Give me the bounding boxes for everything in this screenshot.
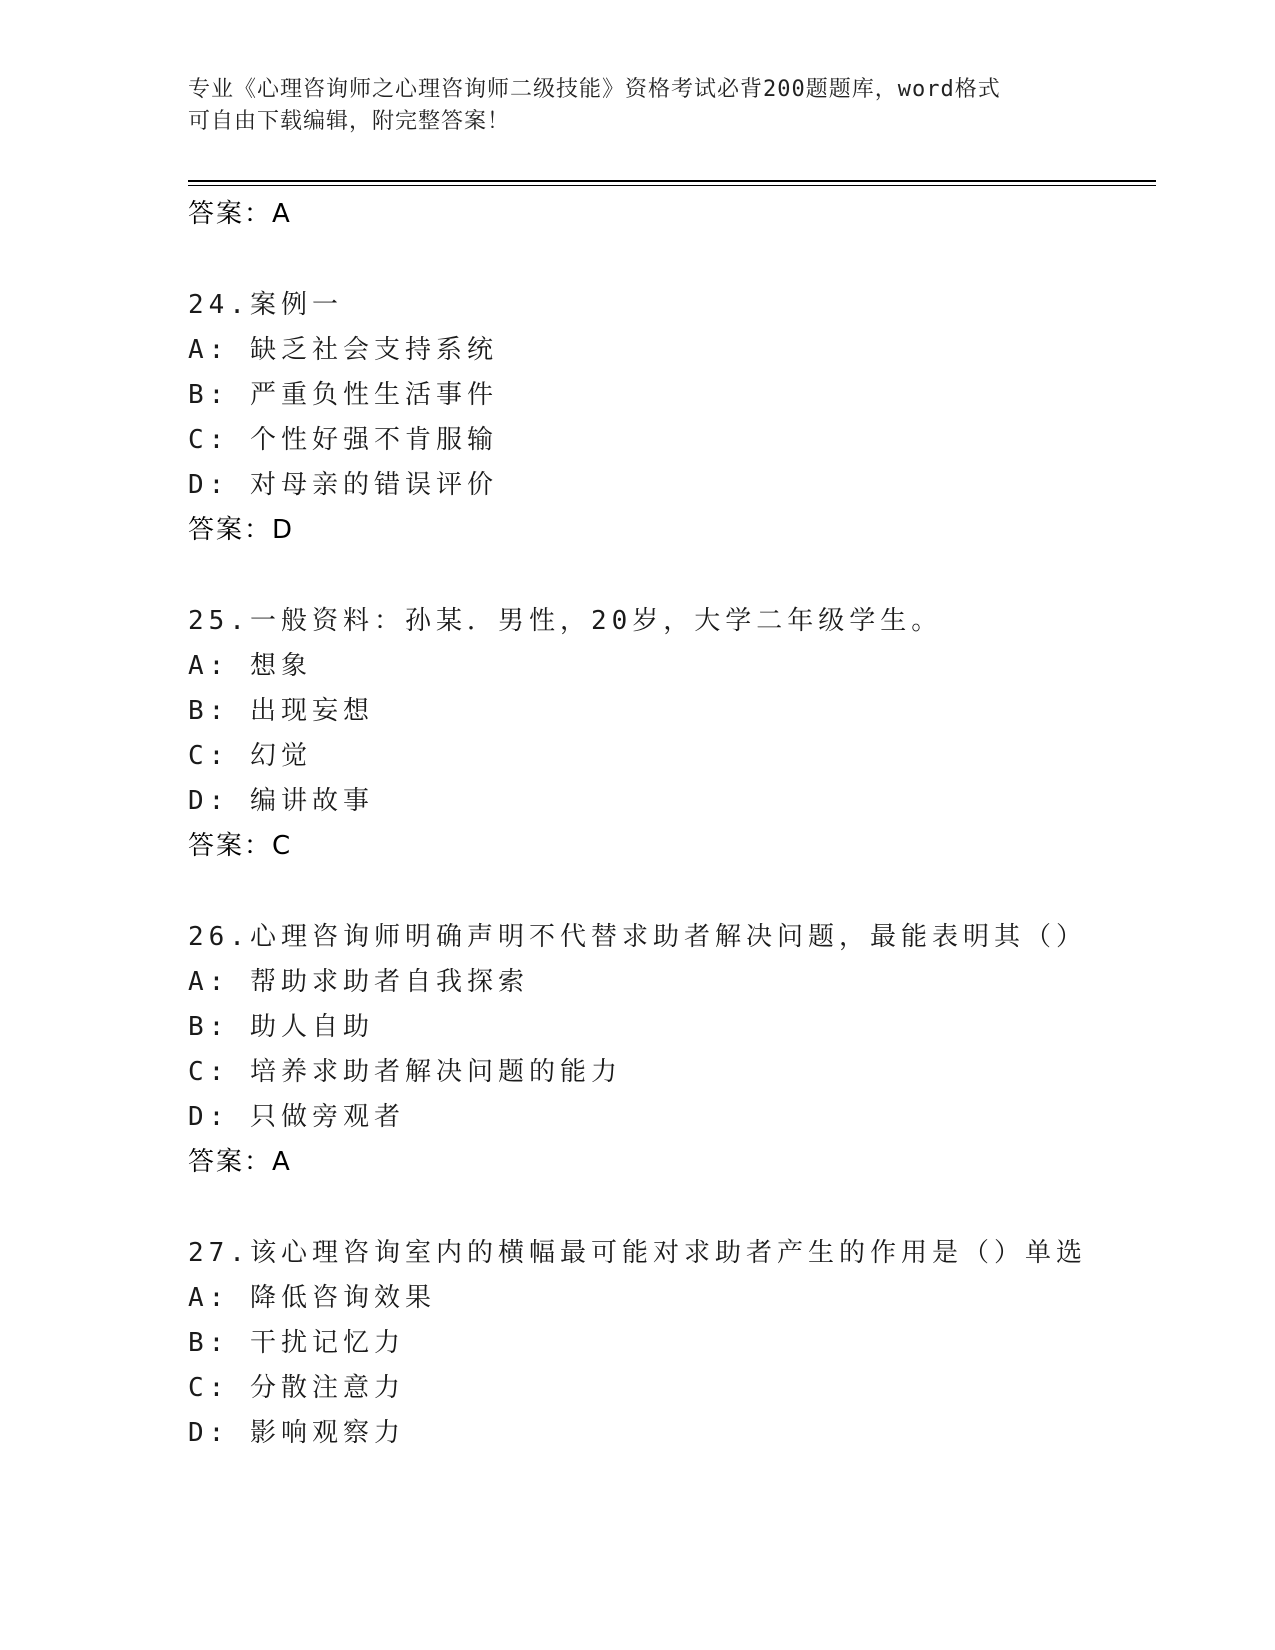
question-text: 24.案例一 (188, 290, 343, 320)
question-text: 27.该心理咨询室内的横幅最可能对求助者产生的作用是（）单选 (188, 1238, 1087, 1268)
option-a: A: 缺乏社会支持系统 (188, 335, 498, 365)
option-a: A: 降低咨询效果 (188, 1283, 436, 1313)
header-rule-thin (188, 185, 1156, 186)
question-24 (188, 282, 1148, 552)
option-a: A: 帮助求助者自我探索 (188, 967, 529, 997)
question-26 (188, 914, 1148, 1184)
option-c: C: 培养求助者解决问题的能力 (188, 1057, 622, 1087)
option-c: C: 幻觉 (188, 741, 312, 771)
option-d: D: 影响观察力 (188, 1418, 405, 1448)
option-d: D: 编讲故事 (188, 786, 374, 816)
answer-line: 答案：A (188, 1147, 292, 1177)
option-b: B: 出现妄想 (188, 696, 374, 726)
question-text: 26.心理咨询师明确声明不代替求助者解决问题，最能表明其（） (188, 922, 1087, 952)
question-25 (188, 598, 1148, 868)
option-c: C: 个性好强不肯服输 (188, 425, 498, 455)
document-header (188, 74, 1088, 138)
option-d: D: 对母亲的错误评价 (188, 470, 498, 500)
question-list (188, 192, 1148, 1456)
option-d: D: 只做旁观者 (188, 1102, 405, 1132)
answer-line: 答案：C (188, 831, 293, 861)
option-b: B: 助人自助 (188, 1012, 374, 1042)
answer-line: 答案：D (188, 515, 295, 545)
question-27 (188, 1230, 1148, 1456)
option-b: B: 干扰记忆力 (188, 1328, 405, 1358)
option-b: B: 严重负性生活事件 (188, 380, 498, 410)
option-c: C: 分散注意力 (188, 1373, 405, 1403)
answer-line: 答案：A (188, 199, 292, 229)
option-a: A: 想象 (188, 651, 312, 681)
question-text: 25.一般资料：孙某．男性，20岁，大学二年级学生。 (188, 606, 943, 636)
header-line-1: 专业《心理咨询师之心理咨询师二级技能》资格考试必背200题题库，word格式 (188, 77, 1001, 102)
header-line-2: 可自由下载编辑，附完整答案！ (188, 109, 511, 134)
header-rule-thick (188, 180, 1156, 182)
